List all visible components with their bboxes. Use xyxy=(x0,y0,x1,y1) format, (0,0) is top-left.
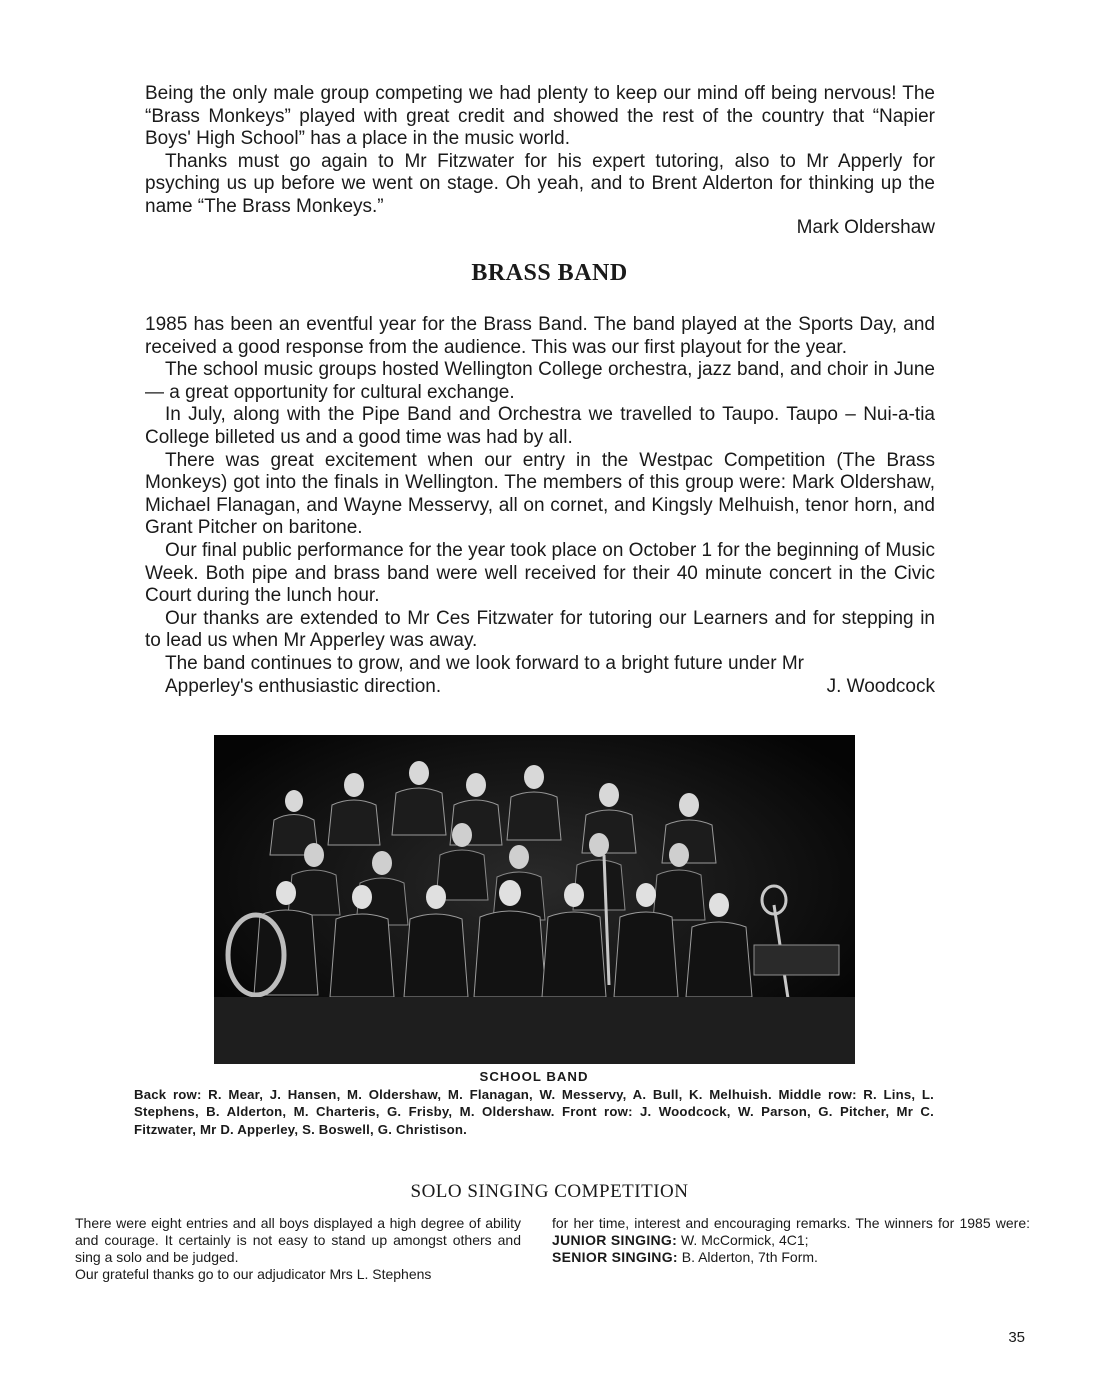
intro-signature: Mark Oldershaw xyxy=(796,217,935,238)
intro-paragraph: Being the only male group competing we had plenty to keep our mind off being nervous! The “Brass Monkeys” played with great credit and showed the rest of the country that “Napier Boys' High School” has a place in the music world. xyxy=(145,83,935,150)
caption-names: Back row: R. Mear, J. Hansen, M. Oldershaw, M. Flanagan, W. Messervy, A. Bull, K. Melhuish. Middle row: R. Lins, L. Stephens, B. Alderton, M. Charteris, G. Frisby, M. Oldershaw. Front row: J. Woodcock, W. Parson, G. Pitcher, Mr C. Fitzwater, Mr D. Apperley, S. Boswell, G. Christison. xyxy=(134,1086,934,1137)
article-paragraph: Our final public performance for the year took place on October 1 for the beginning of Music Week. Both pipe and brass band were well received for their 40 minute concert in the Civic Court during the lunch hour. xyxy=(145,539,935,607)
brass-band-article xyxy=(145,314,935,698)
article-closing-line xyxy=(145,676,935,699)
school-band-photo xyxy=(214,735,855,1064)
solo-results xyxy=(552,1215,1030,1266)
solo-paragraph: There were eight entries and all boys displayed a high degree of ability and courage. It certainly is not easy to stand up amongst others and sing a solo and be judged. xyxy=(75,1215,521,1265)
article-final-line: Apperley's enthusiastic direction. xyxy=(165,675,442,697)
solo-singing-heading: SOLO SINGING COMPETITION xyxy=(410,1181,689,1202)
intro-paragraph: Thanks must go again to Mr Fitzwater for his expert tutoring, also to Mr Apperly for psyching us up before we went on stage. Oh yeah, and to Brent Alderton for thinking up the name “The Brass Monkeys.” xyxy=(145,150,935,217)
page-number: 35 xyxy=(1008,1329,1025,1346)
band-photo-illustration xyxy=(214,735,855,1064)
senior-singing-winner: B. Alderton, 7th Form. xyxy=(677,1249,818,1265)
solo-paragraph: Our grateful thanks go to our adjudicator Mrs L. Stephens xyxy=(75,1266,432,1282)
solo-results-intro: for her time, interest and encouraging remarks. The winners for 1985 were: xyxy=(552,1215,1030,1231)
solo-singing-right-column xyxy=(552,1215,1030,1266)
senior-singing-label: SENIOR SINGING: xyxy=(552,1249,678,1265)
article-paragraph: In July, along with the Pipe Band and Orchestra we travelled to Taupo. Taupo – Nui-a-tia College billeted us and a good time was had by all. xyxy=(145,404,935,448)
junior-singing-label: JUNIOR SINGING: xyxy=(552,1232,678,1248)
caption-title: SCHOOL BAND xyxy=(479,1069,589,1084)
brass-monkeys-report xyxy=(145,83,935,219)
article-paragraph: The school music groups hosted Wellington College orchestra, jazz band, and choir in June — a great opportunity for cultural exchange. xyxy=(145,359,935,403)
solo-singing-left-column xyxy=(75,1215,521,1283)
article-paragraph: 1985 has been an eventful year for the Brass Band. The band played at the Sports Day, and received a good response from the audience. This was our first playout for the year. xyxy=(145,314,935,358)
photo-caption xyxy=(134,1068,934,1138)
article-signature: J. Woodcock xyxy=(826,675,935,697)
brass-band-heading: BRASS BAND xyxy=(471,260,628,286)
junior-singing-winner: W. McCormick, 4C1; xyxy=(677,1232,809,1248)
article-paragraph: There was great excitement when our entry in the Westpac Competition (The Brass Monkeys) got into the finals in Wellington. The members of this group were: Mark Oldershaw, Michael Flanagan, and Wayne Messervy, all on cornet, and Kingsly Melhuish, tenor horn, and Grant Pitcher on baritone. xyxy=(145,449,935,539)
article-paragraph: Our thanks are extended to Mr Ces Fitzwater for tutoring our Learners and for stepping in to lead us when Mr Apperley was away. xyxy=(145,607,935,652)
article-paragraph: The band continues to grow, and we look forward to a bright future under Mr xyxy=(165,652,804,674)
